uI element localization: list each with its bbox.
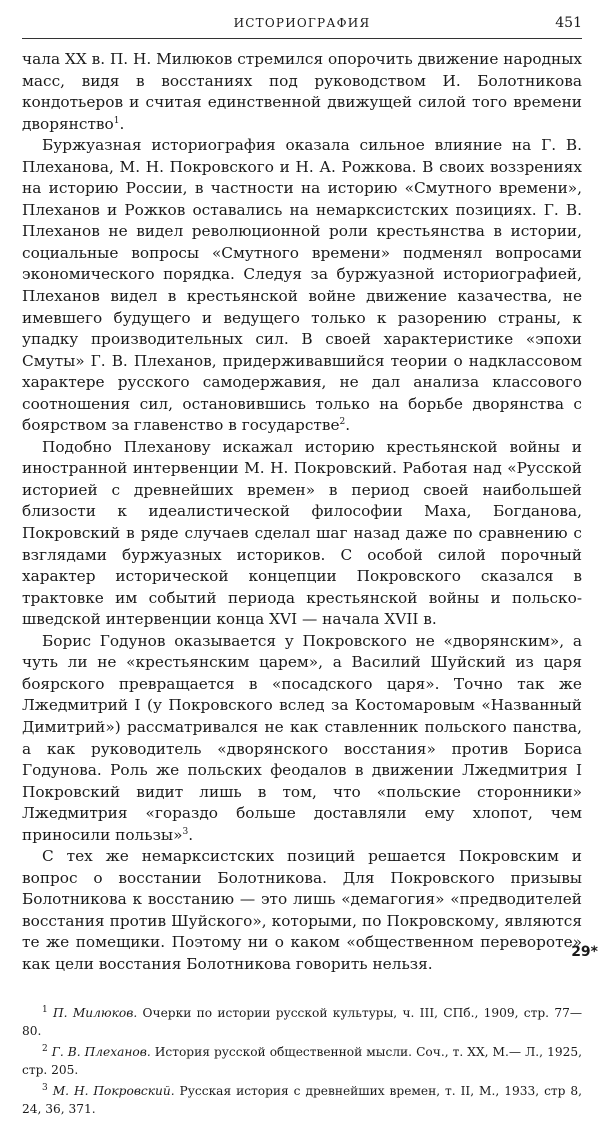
footnote-mark: 3 xyxy=(42,1082,48,1093)
footnote xyxy=(22,1082,582,1118)
footnote-author: Г. В. Плеханов. xyxy=(51,1044,151,1059)
body-text xyxy=(22,49,582,976)
footnote-text: Русская история с древнейших времен, т. II, М., 1933, стр 8, 24, 36, 371. xyxy=(22,1083,583,1116)
paragraph: чала XX в. П. Н. Милюков стремился опорочить движение народных масс, видя в восстаниях под руководством И. Болотникова кондотьеров и считая единственной движущей силой того времени дворянство$^1$. xyxy=(22,50,582,133)
page-number: 451 xyxy=(555,15,582,31)
footnotes xyxy=(22,1004,582,1118)
footnote-mark: 2 xyxy=(42,1043,48,1054)
footnote-text: Очерки по истории русской культуры, ч. III, СПб., 1909, стр. 77—80. xyxy=(22,1005,583,1038)
footnote-text: История русской общественной мысли. Соч., т. XX, М.— Л., 1925, стр. 205. xyxy=(22,1044,582,1077)
book-page xyxy=(22,10,582,1121)
footnote-reference: 3 xyxy=(182,826,189,837)
footnote xyxy=(22,1004,582,1040)
footnote-author: П. Милюков. xyxy=(53,1005,138,1020)
paragraph: С тех же немарксистских позиций решается Покровским и вопрос о восстании Болотникова. Для Покровского призывы Болотникова к восстанию — это лишь «демагогия» «предводителей восстания против Шуйского», которыми, по Покровскому, являются те же помещики. Поэтому ни о каком «общественном перевороте» как цели восстания Болотникова говорить нельзя. xyxy=(22,847,582,973)
paragraph: Буржуазная историография оказала сильное влияние на Г. В. Плеханова, М. Н. Покровского и Н. А. Рожкова. В своих воззрениях на историю России, в частности на историю «Смутного времени», Плеханов и Рожков оставались на немарксистских позициях. Г. В. Плеханов не видел революционной роли крестьянства в истории, социальные вопросы «Смутного времени» подменял вопросами экономического порядка. Следуя за буржуазной историографией, Плеханов видел в крестьянской войне движение казачества, не имевшего будущего и ведущего только к разорению страны, к упадку производительных сил. В своей характеристике «эпохи Смуты» Г. В. Плеханов, придерживавшийся теории о надклассовом характере русского самодержавия, не дал анализа классового соотношения сил, остановившись только на борьбе дворянства с боярством за главенство в государстве$^2$. xyxy=(22,136,582,435)
footnote xyxy=(22,1043,582,1079)
page-header xyxy=(22,10,582,39)
footnote-reference: 2 xyxy=(339,417,346,428)
footnote-mark: 1 xyxy=(42,1004,48,1015)
paragraph: Борис Годунов оказывается у Покровского не «дворянским», а чуть ли не «крестьянским царем», а Василий Шуйский из царя боярского превращается в «посадского царя». Точно так же Лжедмитрий I (у Покровского вслед за Костомаровым «Названный Димитрий») рассматривался не как ставленник польского панства, а как руководитель «дворянского восстания» против Бориса Годунова. Роль же польских феодалов в движении Лжедмитрия I Покровский видит лишь в том, что «польские сторонники» Лжедмитрия «гораздо больше доставляли ему хлопот, чем приносили пользы»$^3$. xyxy=(22,631,582,844)
paragraph: Подобно Плеханову искажал историю крестьянской войны и иностранной интервенции М. Н. Покровский. Работая над «Русской историей с древнейших времен» в период своей наибольшей близости к идеалистической философии Маха, Богданова, Покровский в ряде случаев сделал шаг назад даже по сравнению с взглядами буржуазных историков. С особой силой порочный характер исторической концепции Покровского сказался в трактовке им событий периода крестьянской войны и польско-шведской интервенции конца XVI — начала XVII в. xyxy=(22,437,582,629)
footnote-reference: 1 xyxy=(113,115,120,126)
running-title: ИСТОРИОГРАФИЯ xyxy=(233,16,371,30)
signature-mark: 29* xyxy=(571,944,598,960)
footnote-author: М. Н. Покровский. xyxy=(52,1083,175,1098)
